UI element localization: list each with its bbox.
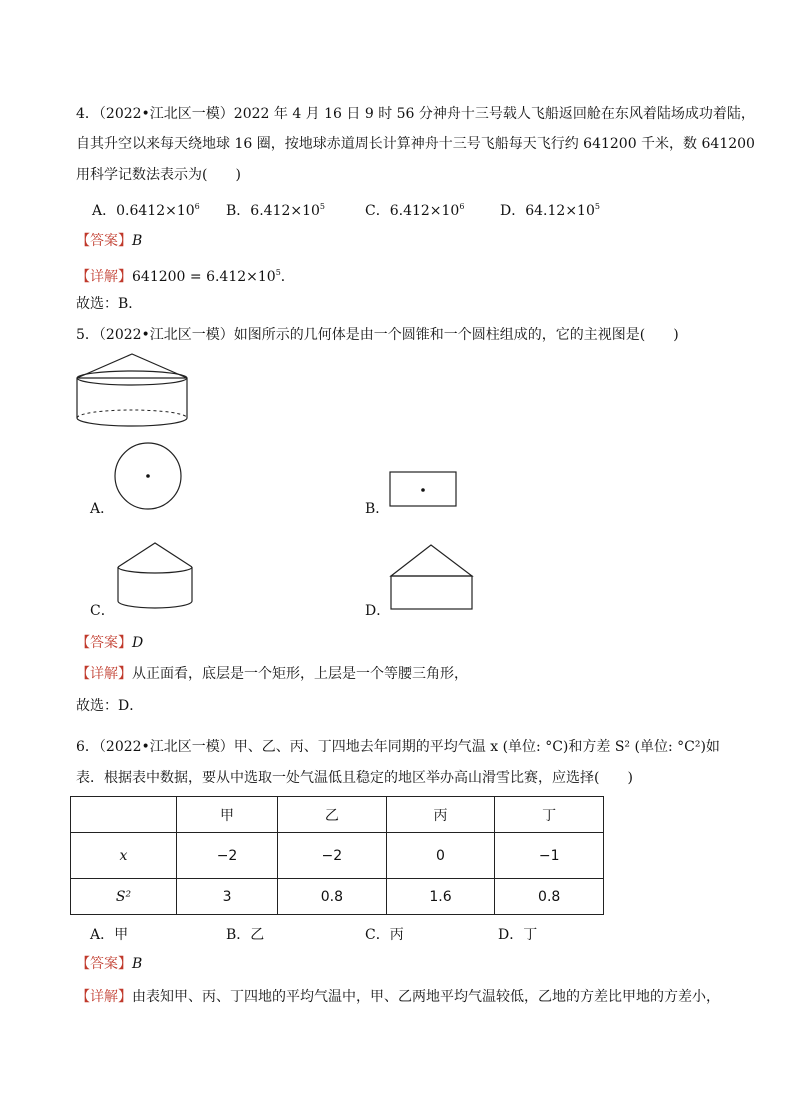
variance-label: S² — [71, 879, 177, 915]
q6-line-2: 表．根据表中数据，要从中选取一处气温低且稳定的地区举办高山滑雪比赛，应选择( ) — [76, 770, 633, 786]
answer-tag: 【答案】 — [76, 635, 132, 651]
detail-tag: 【详解】 — [76, 989, 132, 1005]
mean-label: x — [71, 833, 177, 879]
q4-option-c: C．$6.412\times 10^6$ — [365, 202, 465, 219]
table-header-cell: 丙 — [386, 797, 495, 833]
q5-answer: 【答案】D — [76, 635, 144, 651]
q5-option-c: C． — [90, 603, 115, 619]
table-cell: 3 — [177, 879, 278, 915]
q6-option-b: B．乙 — [226, 927, 265, 943]
detail-tag: 【详解】 — [76, 269, 132, 285]
q6-option-c: C．丙 — [365, 927, 404, 943]
q5-option-b: B． — [365, 501, 390, 517]
q5-option-d: D． — [365, 603, 391, 619]
q4-option-b: B．$6.412\times 10^5$ — [226, 202, 326, 219]
q4-option-a: A．$0.6412\times 10^6$ — [92, 202, 200, 219]
table-header-cell: 乙 — [278, 797, 387, 833]
q4-choose: 故选：B． — [76, 296, 143, 312]
q6-option-d: D．丁 — [498, 927, 538, 943]
table-cell: −2 — [177, 833, 278, 879]
table-header-row — [71, 797, 604, 833]
q6-line-1: 6．（2022•江北区一模）甲、乙、丙、丁四地去年同期的平均气温 x (单位: °C)和方差 S² (单位: °C²)如 — [76, 739, 720, 755]
answer-tag: 【答案】 — [76, 233, 132, 249]
q4-line-1: 4．（2022•江北区一模）2022 年 4 月 16 日 9 时 56 分神舟十三号载人飞船返回舱在东风着陆场成功着陆， — [76, 106, 755, 122]
table-cell: 0 — [386, 833, 495, 879]
temperature-table — [70, 796, 604, 915]
table-cell: 1.6 — [386, 879, 495, 915]
circle-figure — [112, 440, 184, 512]
q6-answer: 【答案】B — [76, 956, 143, 972]
q6-option-a: A．甲 — [90, 927, 129, 943]
q4-line-3: 用科学记数法表示为( ) — [76, 167, 241, 183]
q5-detail: 【详解】从正面看，底层是一个矩形，上层是一个等腰三角形， — [76, 666, 468, 682]
q5-choose: 故选：D． — [76, 698, 144, 714]
answer-tag: 【答案】 — [76, 956, 132, 972]
table-row — [71, 879, 604, 915]
table-cell: −2 — [278, 833, 387, 879]
q6-detail: 【详解】由表知甲、丙、丁四地的平均气温中，甲、乙两地平均气温较低，乙地的方差比甲地的方差小， — [76, 989, 720, 1005]
q4-detail: 【详解】$641200 = 6.412\times 10^5$． — [76, 268, 295, 285]
option-d-figure — [388, 542, 476, 614]
table-header-cell: 丁 — [495, 797, 604, 833]
table-row — [71, 833, 604, 879]
option-c-figure — [114, 541, 196, 613]
table-cell: 0.8 — [278, 879, 387, 915]
q5-option-a: A． — [90, 501, 115, 517]
q5-line-1: 5．（2022•江北区一模）如图所示的几何体是由一个圆锥和一个圆柱组成的，它的主视图是( ) — [76, 327, 679, 343]
rectangle-dot-figure — [388, 470, 460, 510]
table-header-cell: 甲 — [177, 797, 278, 833]
cone-cylinder-figure — [74, 352, 190, 432]
detail-tag: 【详解】 — [76, 666, 132, 682]
table-cell: −1 — [495, 833, 604, 879]
q4-option-d: D．$64.12\times 10^5$ — [500, 202, 600, 219]
q4-answer: 【答案】B — [76, 233, 143, 249]
q4-line-2: 自其升空以来每天绕地球 16 圈，按地球赤道周长计算神舟十三号飞船每天飞行约 641200 千米，数 641200 — [76, 136, 755, 152]
table-cell: 0.8 — [495, 879, 604, 915]
